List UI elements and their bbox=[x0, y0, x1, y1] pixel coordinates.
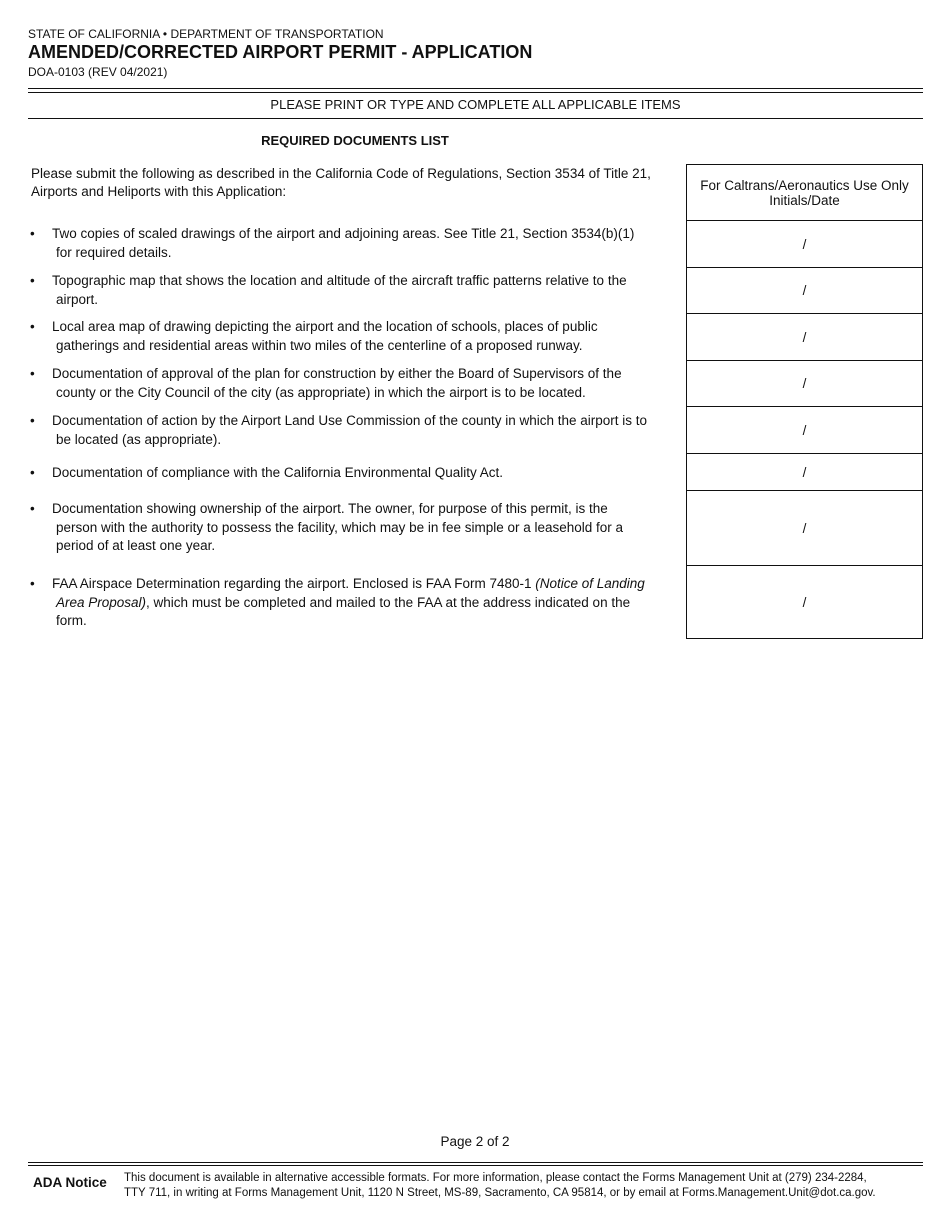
form-name-italic: Area Proposal) bbox=[56, 594, 147, 610]
item-text: Documentation of action by the Airport Land Use Commission of the county in which the airport is to bbox=[52, 413, 648, 428]
item-text: for required details. bbox=[56, 244, 172, 260]
form-name-italic: (Notice of Landing bbox=[535, 576, 645, 591]
item-text: Topographic map that shows the location and altitude of the aircraft traffic patterns relative to the bbox=[52, 273, 627, 288]
document-item bbox=[30, 575, 675, 631]
office-use-header bbox=[687, 165, 922, 221]
intro-line: Please submit the following as described in the California Code of Regulations, Section 3534 of Title 21, bbox=[31, 166, 651, 181]
bullet: • bbox=[30, 319, 35, 334]
section-title: REQUIRED DOCUMENTS LIST bbox=[261, 133, 449, 148]
item-text: be located (as appropriate). bbox=[56, 431, 222, 447]
initials-date-field[interactable]: / bbox=[687, 268, 922, 314]
intro-line: Airports and Heliports with this Application: bbox=[31, 184, 287, 199]
document-item bbox=[30, 464, 675, 483]
initials-date-field[interactable]: / bbox=[687, 221, 922, 268]
initials-date-field[interactable]: / bbox=[687, 314, 922, 361]
item-text-part: , which must be completed and mailed to the FAA at the address indicated on the bbox=[146, 594, 631, 610]
footer-rule-top bbox=[28, 1162, 923, 1163]
initials-date-field[interactable]: / bbox=[802, 595, 807, 610]
page-number: Page 2 of 2 bbox=[440, 1134, 510, 1149]
form-number: DOA-0103 (REV 04/2021) bbox=[28, 65, 168, 79]
item-text: airport. bbox=[56, 291, 99, 307]
ada-notice-text bbox=[124, 1171, 914, 1201]
initials-date-label: Initials/Date bbox=[769, 192, 840, 208]
item-text: county or the City Council of the city (as appropriate) in which the airport is to be located. bbox=[56, 384, 586, 400]
bullet: • bbox=[30, 576, 35, 591]
bullet: • bbox=[30, 413, 35, 428]
ada-notice-label: ADA Notice bbox=[33, 1175, 107, 1190]
form-title: AMENDED/CORRECTED AIRPORT PERMIT - APPLICATION bbox=[28, 42, 533, 62]
document-item bbox=[30, 365, 675, 402]
item-text bbox=[52, 594, 675, 613]
header-rule-top bbox=[28, 88, 923, 89]
footer-rule-bottom bbox=[28, 1165, 923, 1166]
item-text: Documentation of compliance with the California Environmental Quality Act. bbox=[52, 465, 503, 480]
item-text-part: FAA Airspace Determination regarding the airport. Enclosed is FAA Form 7480-1 bbox=[52, 576, 536, 591]
print-instruction: PLEASE PRINT OR TYPE AND COMPLETE ALL APPLICABLE ITEMS bbox=[270, 97, 681, 112]
office-use-box bbox=[686, 164, 923, 639]
document-item bbox=[30, 500, 675, 556]
item-text: Documentation showing ownership of the airport. The owner, for purpose of this permit, is the bbox=[52, 501, 608, 516]
document-item bbox=[30, 412, 675, 449]
item-text: form. bbox=[56, 613, 87, 628]
bullet: • bbox=[30, 465, 35, 480]
intro-paragraph bbox=[31, 165, 681, 201]
initials-date-field[interactable]: / bbox=[687, 407, 922, 454]
instruction-rule bbox=[28, 118, 923, 119]
item-text bbox=[52, 575, 675, 594]
agency-name: STATE OF CALIFORNIA • DEPARTMENT OF TRANSPORTATION bbox=[28, 27, 384, 41]
initials-date-field[interactable]: / bbox=[687, 361, 922, 407]
item-text: period of at least one year. bbox=[56, 538, 216, 553]
item-text: Two copies of scaled drawings of the airport and adjoining areas. See Title 21, Section 3534(b)(1) bbox=[52, 226, 635, 241]
bullet: • bbox=[30, 366, 35, 381]
item-text: person with the authority to possess the facility, which may be in fee simple or a leasehold for a bbox=[56, 519, 624, 535]
document-item bbox=[30, 318, 675, 355]
item-text: Documentation of approval of the plan for construction by either the Board of Supervisors of the bbox=[52, 366, 622, 381]
header-rule-bottom bbox=[28, 92, 923, 93]
office-use-label: For Caltrans/Aeronautics Use Only bbox=[700, 177, 909, 193]
initials-date-field[interactable]: / bbox=[687, 454, 922, 491]
ada-notice-line: This document is available in alternative accessible formats. For more information, please contact the Forms Management Unit at (279) 234-2284, bbox=[124, 1172, 867, 1184]
bullet: • bbox=[30, 226, 35, 241]
item-text: gatherings and residential areas within two miles of the centerline of a proposed runway. bbox=[56, 337, 583, 353]
bullet: • bbox=[30, 273, 35, 288]
initials-date-field[interactable]: / bbox=[687, 491, 922, 566]
document-item bbox=[30, 272, 675, 309]
bullet: • bbox=[30, 501, 35, 516]
document-item bbox=[30, 225, 675, 262]
item-text: Local area map of drawing depicting the airport and the location of schools, places of public bbox=[52, 319, 598, 334]
ada-notice-line: TTY 711, in writing at Forms Management Unit, 1120 N Street, MS-89, Sacramento, CA 95814, or by email at Forms.Management.Unit@dot.ca.gov. bbox=[124, 1187, 876, 1199]
